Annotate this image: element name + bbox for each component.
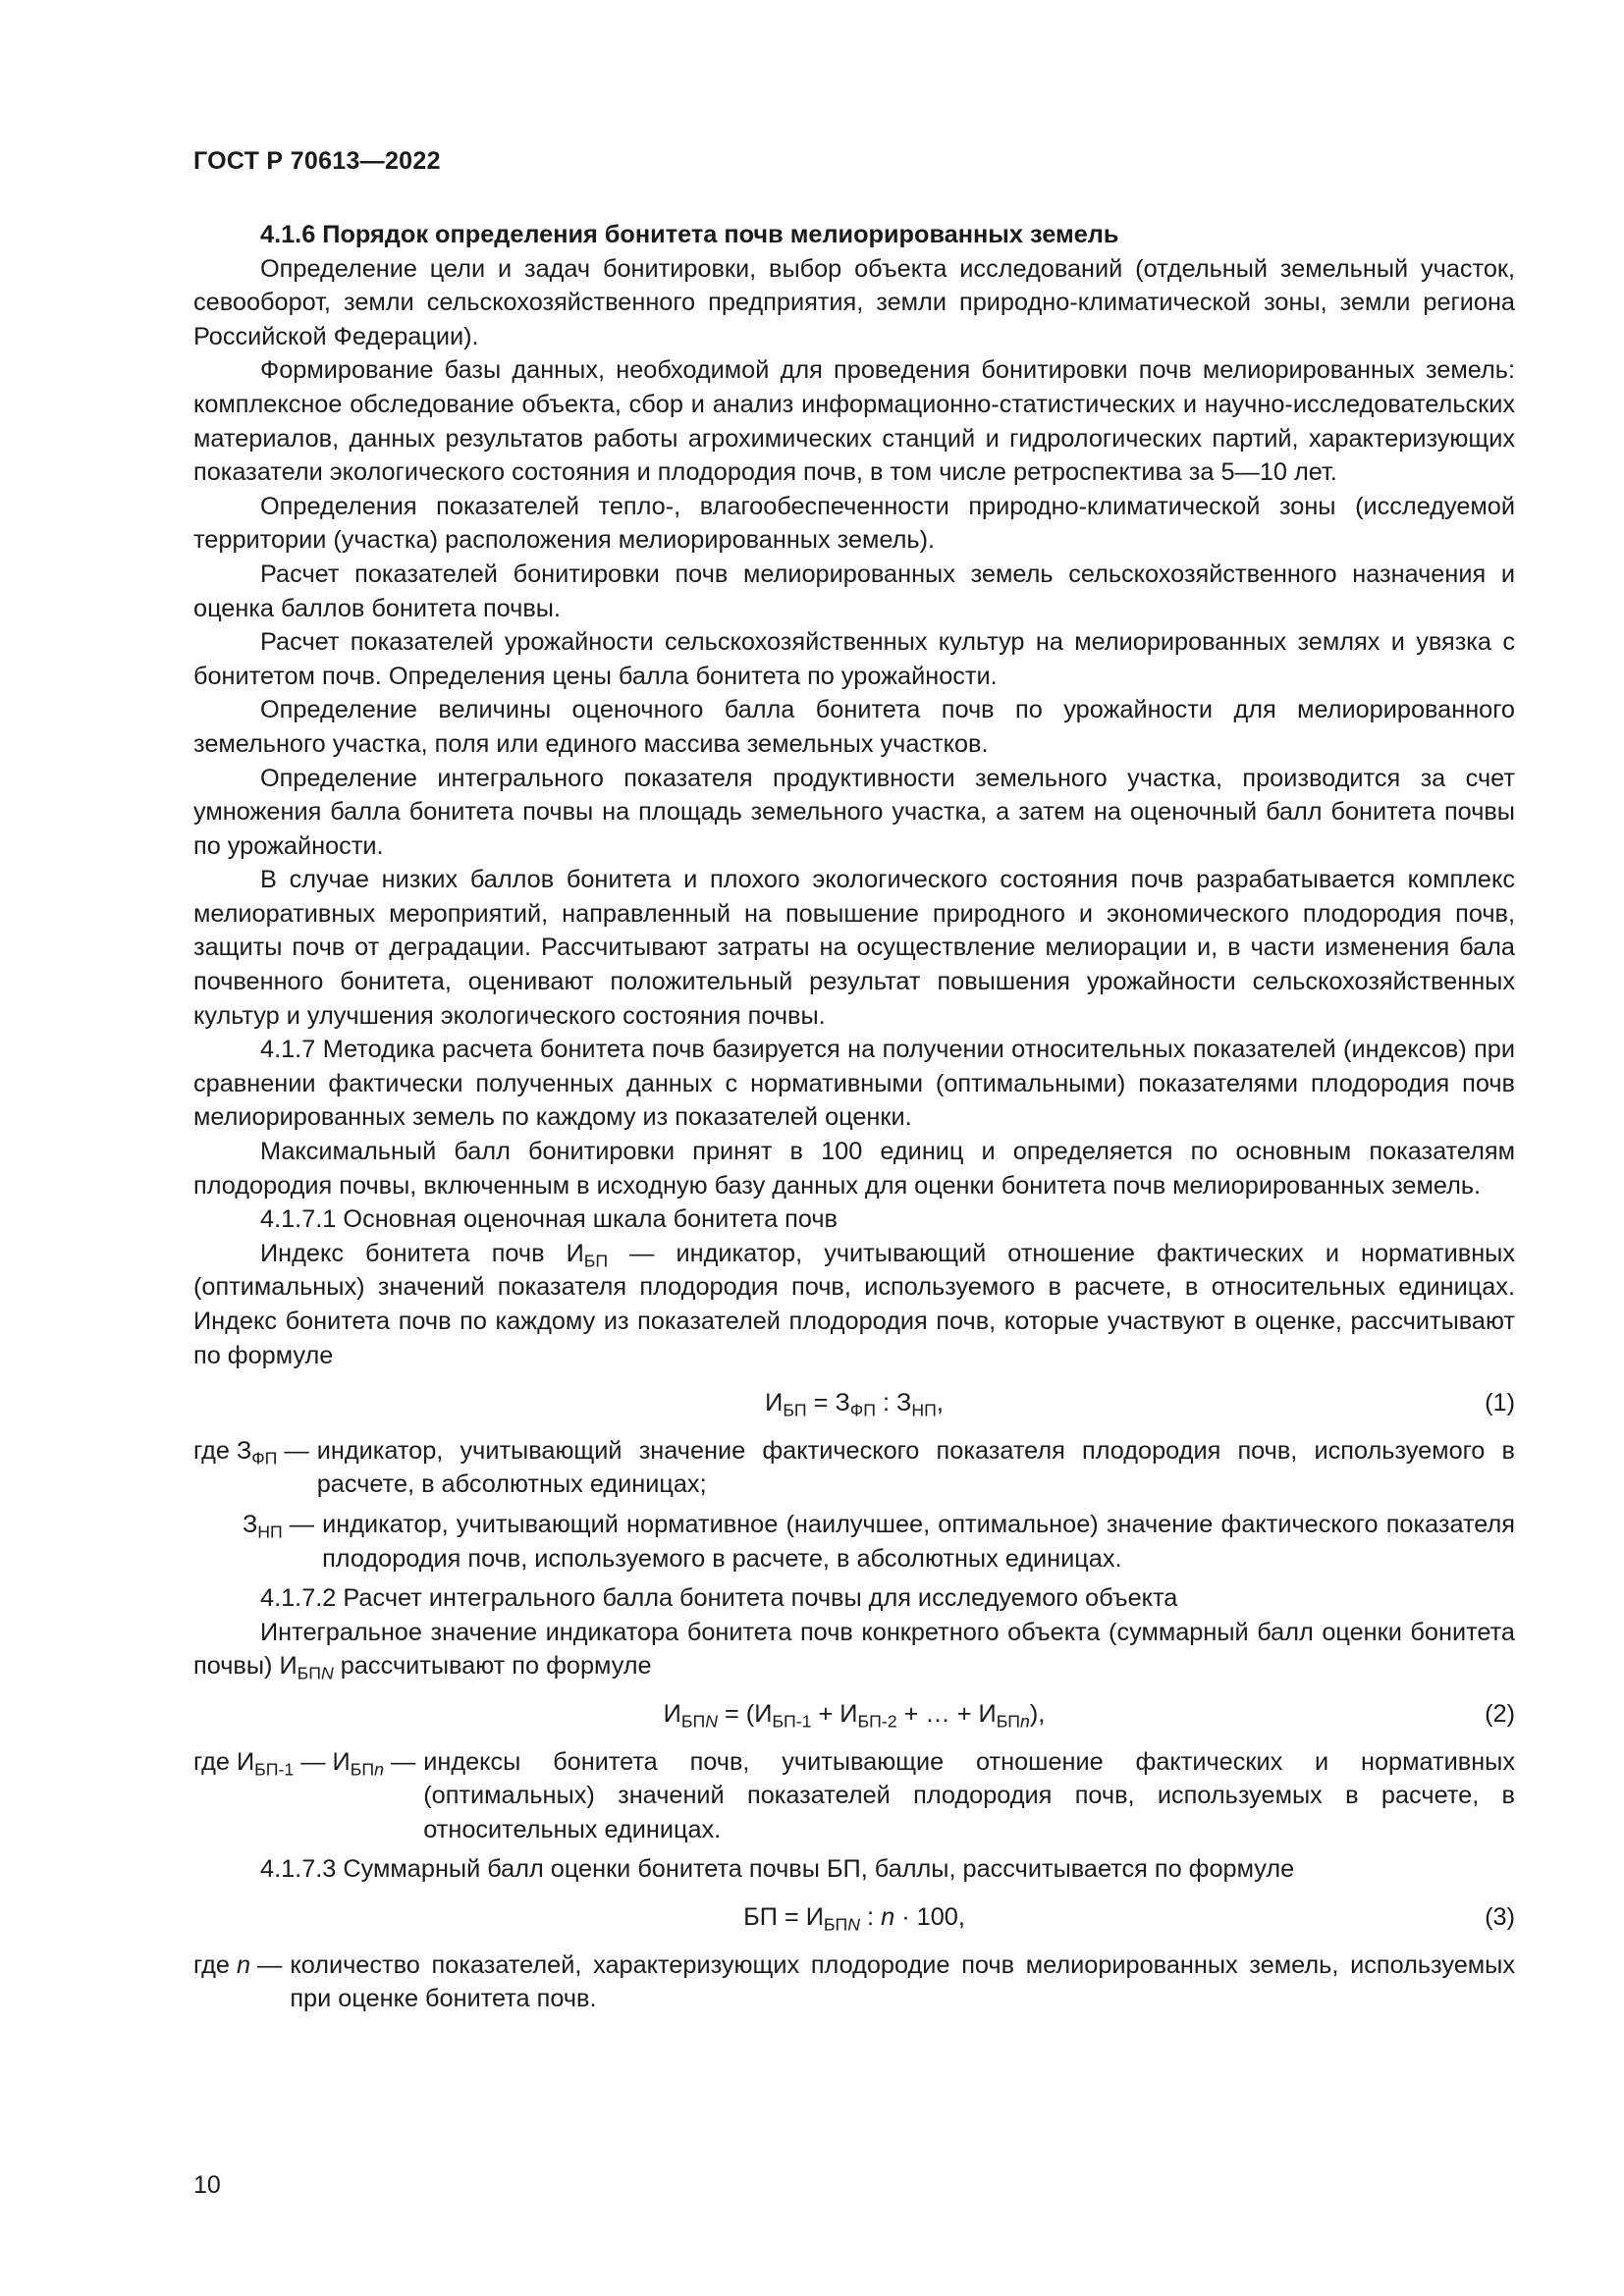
equation-number-1: (1)	[1485, 1389, 1515, 1417]
subsection-heading-4172: 4.1.7.2 Расчет интегрального балла бонитета почвы для исследуемого объекта	[260, 1584, 1178, 1613]
subsection-heading-4171: 4.1.7.1 Основная оценочная шкала бонитета почв	[260, 1205, 838, 1234]
where-item-indexes	[193, 1745, 1515, 1847]
paragraph-index-definition: Индекс бонитета почв $И_{БП}$ — индикатор, учитывающий отношение фактических и нормативных (оптимальных) значений показателя плодородия почв, используемого в расчете, в относительных единицах. Индекс бонитета почв по каждому из показателей плодородия почв, которые участвуют в оценке, рассчитывают по формуле	[193, 1239, 1515, 1369]
where-definition: индексы бонитета почв, учитывающие отношение фактических и нормативных (оптимальных) значений показателей плодородия почв, используемых в расчете, в относительных единицах.	[423, 1747, 1515, 1843]
formula-1-body: $И_{БП} = З_{ФП}$ : $З_{НП}$,	[765, 1389, 944, 1420]
where-item-n	[193, 1949, 1515, 2016]
subsection-heading-4173: 4.1.7.3 Суммарный балл оценки бонитета почвы БП, баллы, рассчитывается по формуле	[260, 1855, 1295, 1884]
paragraph: Определение цели и задач бонитировки, выбор объекта исследований (отдельный земельный участок, севооборот, земли сельскохозяйственного предприятия, земли природно-климатической зоны, земли региона Российской Федерации).	[193, 254, 1515, 350]
paragraph: Расчет показателей бонитировки почв мелиорированных земель сельскохозяйственного назначения и оценка баллов бонитета почвы.	[193, 560, 1515, 622]
where-definition: количество показателей, характеризующих плодородие почв мелиорированных земель, используемых при оценке бонитета почв.	[290, 1950, 1515, 2013]
paragraph-integral-value: Интегральное значение индикатора бонитета почв конкретного объекта (суммарный балл оценки бонитета почвы) $И_{БПN}$ рассчитывают по формуле	[193, 1618, 1515, 1683]
where-item-zfp	[193, 1434, 1515, 1502]
formula-2-body: $И_{БПN} = (И_{БП-1} + И_{БП-2}$ + … + $И_{БПn}$),	[663, 1699, 1046, 1732]
where-definition: индикатор, учитывающий нормативное (наилучшее, оптимальное) значение фактического показателя плодородия почв, используемого в расчете, в абсолютных единицах.	[322, 1510, 1515, 1573]
where-symbol: где $З_{ФП}$ —	[193, 1436, 309, 1468]
formula-2	[193, 1697, 1515, 1732]
paragraph: Максимальный балл бонитировки принят в 100 единиц и определяется по основным показателям плодородия почвы, включенным в исходную базу данных для оценки бонитета почв мелиорированных земель.	[193, 1138, 1515, 1200]
paragraph: Расчет показателей урожайности сельскохозяйственных культур на мелиорированных землях и увязка с бонитетом почв. Определения цены балла бонитета по урожайности.	[193, 628, 1515, 690]
where-item-znp	[193, 1508, 1515, 1575]
paragraph: Определение величины оценочного балла бонитета почв по урожайности для мелиорированного земельного участка, поля или единого массива земельных участков.	[193, 696, 1515, 758]
formula-3-body: БП = $И_{БПN}$ : n · 100,	[743, 1902, 965, 1935]
standard-designation: ГОСТ Р 70613—2022	[193, 147, 441, 175]
where-symbol: $З_{НП}$ —	[243, 1510, 315, 1542]
paragraph: Определения показателей тепло-, влагообеспеченности природно-климатической зоны (исследуемой территории (участка) расположения мелиорированных земель).	[193, 492, 1515, 555]
paragraph: Определение интегрального показателя продуктивности земельного участка, производится за счет умножения балла бонитета почвы на площадь земельного участка, а затем на оценочный балл бонитета почвы по урожайности.	[193, 764, 1515, 860]
page-number: 10	[193, 2171, 221, 2199]
equation-number-2: (2)	[1485, 1699, 1515, 1728]
where-definition: индикатор, учитывающий значение фактического показателя плодородия почв, используемого в расчете, в абсолютных единицах;	[316, 1436, 1515, 1499]
formula-3	[193, 1900, 1515, 1935]
where-symbol: где $И_{БП-1}$ — $И_{БПn}$ —	[193, 1747, 416, 1780]
paragraph: Формирование базы данных, необходимой для проведения бонитировки почв мелиорированных земель: комплексное обследование объекта, сбор и анализ информационно-статистических и научно-исследовательских материалов, данных результатов работы агрохимических станций и гидрологических партий, характеризующих показатели экологического состояния и плодородия почв, в том числе ретроспектива за 5—10 лет.	[193, 356, 1515, 487]
equation-number-3: (3)	[1485, 1902, 1515, 1931]
paragraph: В случае низких баллов бонитета и плохого экологического состояния почв разрабатывается комплекс мелиоративных мероприятий, направленный на повышение природного и экономического плодородия почв, защиты почв от деградации. Рассчитывают затраты на осуществление мелиорации и, в части изменения бала почвенного бонитета, оценивают положительный результат повышения урожайности сельскохозяйственных культур и улучшения экологического состояния почвы.	[193, 866, 1515, 1030]
main-content	[193, 218, 1515, 2016]
where-symbol: где n —	[193, 1950, 283, 1979]
paragraph: 4.1.7 Методика расчета бонитета почв базируется на получении относительных показателей (индексов) при сравнении фактически полученных данных с нормативными (оптимальными) показателями плодородия почв мелиорированных земель по каждому из показателей оценки.	[193, 1036, 1515, 1132]
section-title: 4.1.6 Порядок определения бонитета почв мелиорированных земель	[260, 221, 1119, 248]
formula-1	[193, 1386, 1515, 1420]
